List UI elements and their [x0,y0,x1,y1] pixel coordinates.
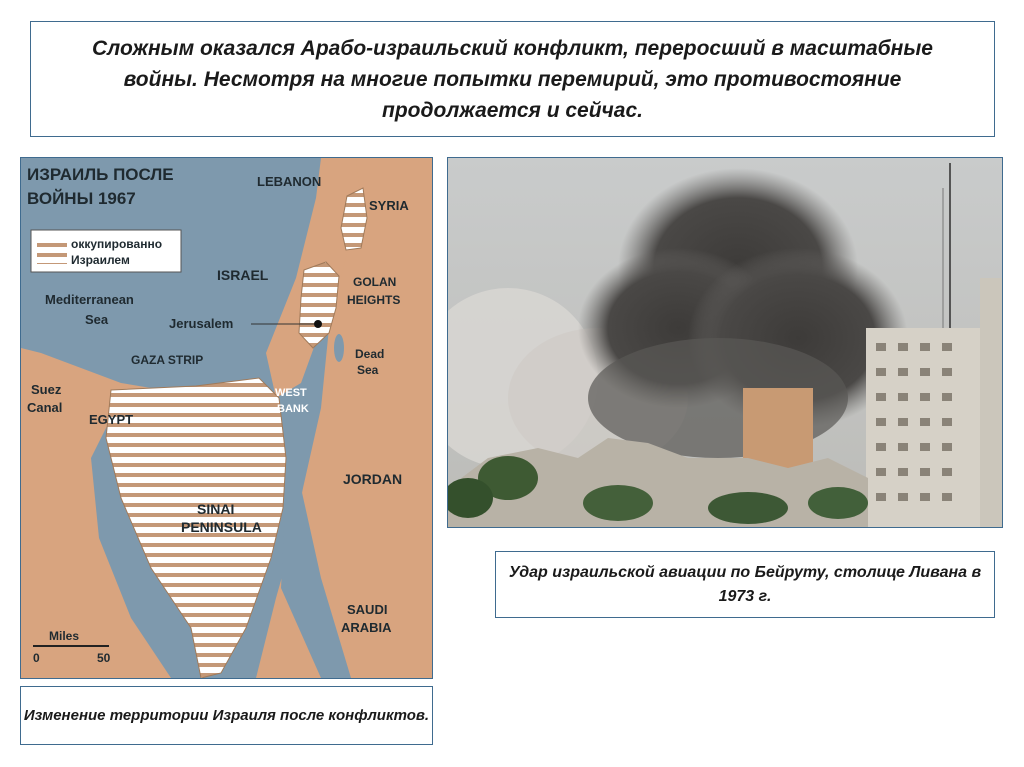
legend-text-2: Израилем [71,253,130,267]
label-saudi-2: ARABIA [341,620,392,635]
legend-swatch [37,238,67,264]
label-dead-1: Dead [355,347,385,361]
label-scale-50: 50 [97,651,111,665]
label-scale-0: 0 [33,651,40,665]
explosion-scene [448,158,1002,527]
label-gaza: GAZA STRIP [131,353,204,367]
tree-3 [583,485,653,521]
legend-text-1: оккупированно [71,237,163,251]
map-title-2: ВОЙНЫ 1967 [27,189,136,208]
photo-caption-text: Удар израильской авиации по Бейруту, столице Ливана в 1973 г. [508,563,982,605]
map-title-1: ИЗРАИЛЬ ПОСЛЕ [27,165,174,184]
label-suez-2: Canal [27,400,63,415]
headline-text: Сложным оказался Арабо-израильский конфликт, переросший в масштабные войны. Несмотря на многие попытки перемирий, это противостояние продолжается и сейчас. [92,36,933,122]
map-image [20,157,433,679]
label-westbank-1: WEST [275,387,307,399]
map-caption [20,686,433,745]
orange-building [743,388,813,468]
israel-1967-map [21,158,432,678]
label-jerusalem: Jerusalem [169,316,234,331]
label-egypt: EGYPT [89,412,134,427]
label-med-1: Mediterranean [45,292,134,307]
label-miles: Miles [49,629,80,643]
label-lebanon: LEBANON [257,174,322,189]
map-caption-text: Изменение территории Израиля после конфликтов. [23,706,430,724]
label-israel: ISRAEL [217,267,269,283]
label-med-2: Sea [85,312,109,327]
dead-sea [334,334,344,362]
label-dead-2: Sea [357,363,379,377]
label-golan-2: HEIGHTS [347,293,401,307]
label-westbank-2: BANK [277,403,309,415]
label-sinai-1: SINAI [197,501,235,517]
label-suez-1: Suez [31,382,62,397]
tree-5 [808,487,868,519]
label-saudi-1: SAUDI [347,602,388,617]
jerusalem-marker [314,320,322,328]
photo-caption [495,551,995,618]
label-golan-1: GOLAN [353,275,397,289]
label-sinai-2: PENINSULA [181,519,262,535]
label-syria: SYRIA [369,198,409,213]
tall-building-edge [980,278,1002,527]
beirut-photo [447,157,1003,528]
label-jordan: JORDAN [343,471,403,487]
slide-headline [30,21,995,137]
tree-4 [708,492,788,524]
